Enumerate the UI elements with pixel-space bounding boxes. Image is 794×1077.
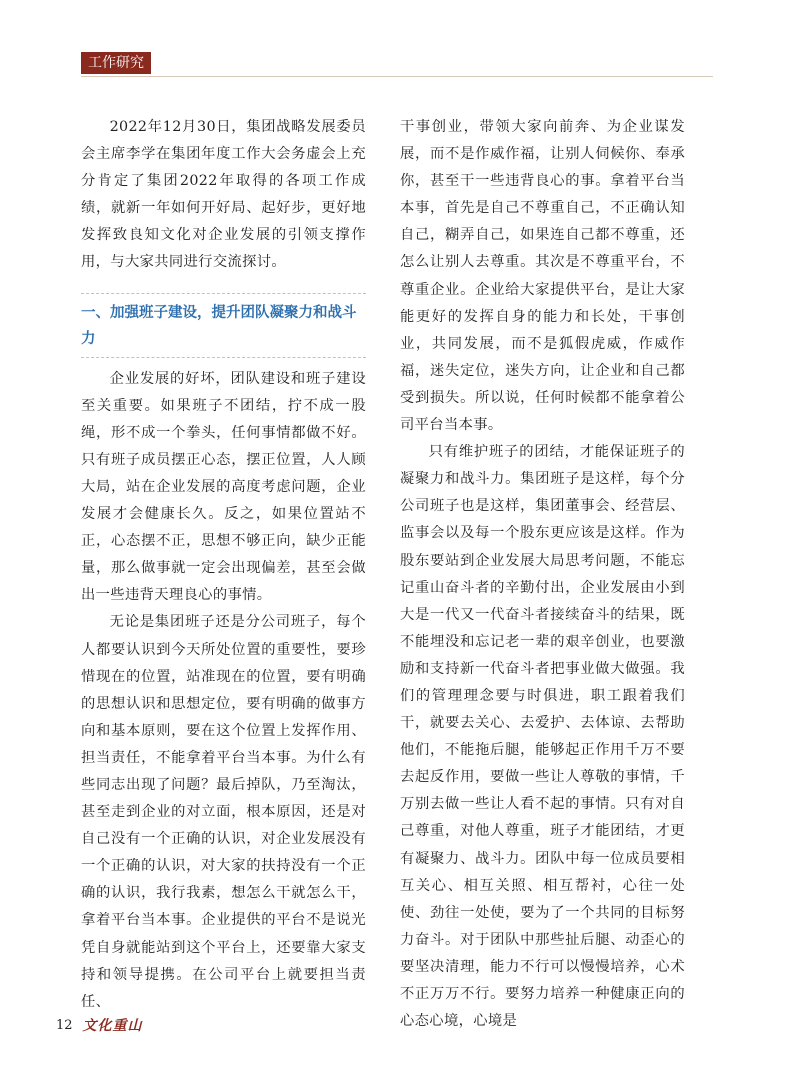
publication-logo: 文化重山 xyxy=(82,1018,143,1034)
body-paragraph: 只有维护班子的团结，才能保证班子的凝聚力和战斗力。集团班子是这样，每个分公司班子也是这样，集团董事会、经营层、监事会以及每一个股东更应该是这样。作为股东要站到企业发展大局思考问题，不能忘记重山奋斗者的辛勤付出，企业发展由小到大是一代又一代奋斗者接续奋斗的结果，既不能埋没和忘记老一辈的艰辛创业，也要激励和支持新一代奋斗者把事业做大做强。我们的管理理念要与时俱进，职工跟着我们干，就要去关心、去爱护、去体谅、去帮助他们，不能拖后腿，能够起正作用千万不要去起反作用，要做一些让人尊敬的事情，千万别去做一些让人看不起的事情。只有对自己尊重，对他人尊重，班子才能团结，才更有凝聚力、战斗力。团队中每一位成员要相互关心、相互关照、相互帮衬，心往一处使、劲往一处使，要为了一个共同的目标努力奋斗。对于团队中那些扯后腿、动歪心的要坚决清理，能力不行可以慢慢培养，心术不正万万不行。要努力培养一种健康正向的心态心境，心境是 xyxy=(400,444,685,1030)
page-number: 12 xyxy=(56,1017,73,1033)
body-paragraph: 企业发展的好坏，团队建设和班子建设至关重要。如果班子不团结，拧不成一股绳，形不成一个拳头，任何事情都做不好。只有班子成员摆正心态，摆正位置，人人顾大局，站在企业发展的高度考虑问题，企业发展才会健康长久。反之，如果位置站不正，心态摆不正，思想不够正向，缺少正能量，那么做事就一定会出现偏差，甚至会做出一些违背天理良心的事情。 xyxy=(81,370,366,604)
page-footer xyxy=(56,1015,143,1035)
body-paragraph: 无论是集团班子还是分公司班子，每个人都要认识到今天所处位置的重要性，要珍惜现在的位置，站准现在的位置，要有明确的思想认识和思想定位，要有明确的做事方向和基本原则，要在这个位置上发挥作用、担当责任，不能拿着平台当本事。为什么有些同志出现了问题？最后掉队，乃至淘汰，甚至走到企业的对立面，根本原因，还是对自己没有一个正确的认识，对企业发展没有一个正确的认识，对大家的扶持没有一个正确的认识，我行我素，想怎么干就怎么干，拿着平台当本事。企业提供的平台不是说光凭自身就能站到这个平台上，还要靠大家支持和领导提携。在公司平台上就要担当责任、 xyxy=(81,614,366,1010)
left-column xyxy=(81,114,366,1016)
header-rule xyxy=(81,76,713,77)
right-column xyxy=(400,114,685,1035)
section-heading: 一、加强班子建设，提升团队凝聚力和战斗力 xyxy=(81,304,357,347)
section-heading-block xyxy=(81,293,366,358)
continued-paragraph: 干事创业，带领大家向前奔、为企业谋发展，而不是作威作福，让别人伺候你、奉承你，甚至干一些违背良心的事。拿着平台当本事，首先是自己不尊重自己，不正确认知自己，糊弄自己，如果连自己都不尊重，还怎么让别人去尊重。其次是不尊重平台，不尊重企业。企业给大家提供平台，是让大家能更好的发挥自身的能力和长处，干事创业，共同发展，而不是狐假虎威，作威作福，迷失定位，迷失方向，让企业和自己都受到损失。所以说，任何时候都不能拿着公司平台当本事。 xyxy=(400,119,685,434)
intro-paragraph: 2022年12月30日，集团战略发展委员会主席李学在集团年度工作大会务虚会上充分肯定了集团2022年取得的各项工作成绩，就新一年如何开好局、起好步，更好地发挥致良知文化对企业发展的引领支撑作用，与大家共同进行交流探讨。 xyxy=(81,119,366,271)
section-tag: 工作研究 xyxy=(81,52,151,74)
